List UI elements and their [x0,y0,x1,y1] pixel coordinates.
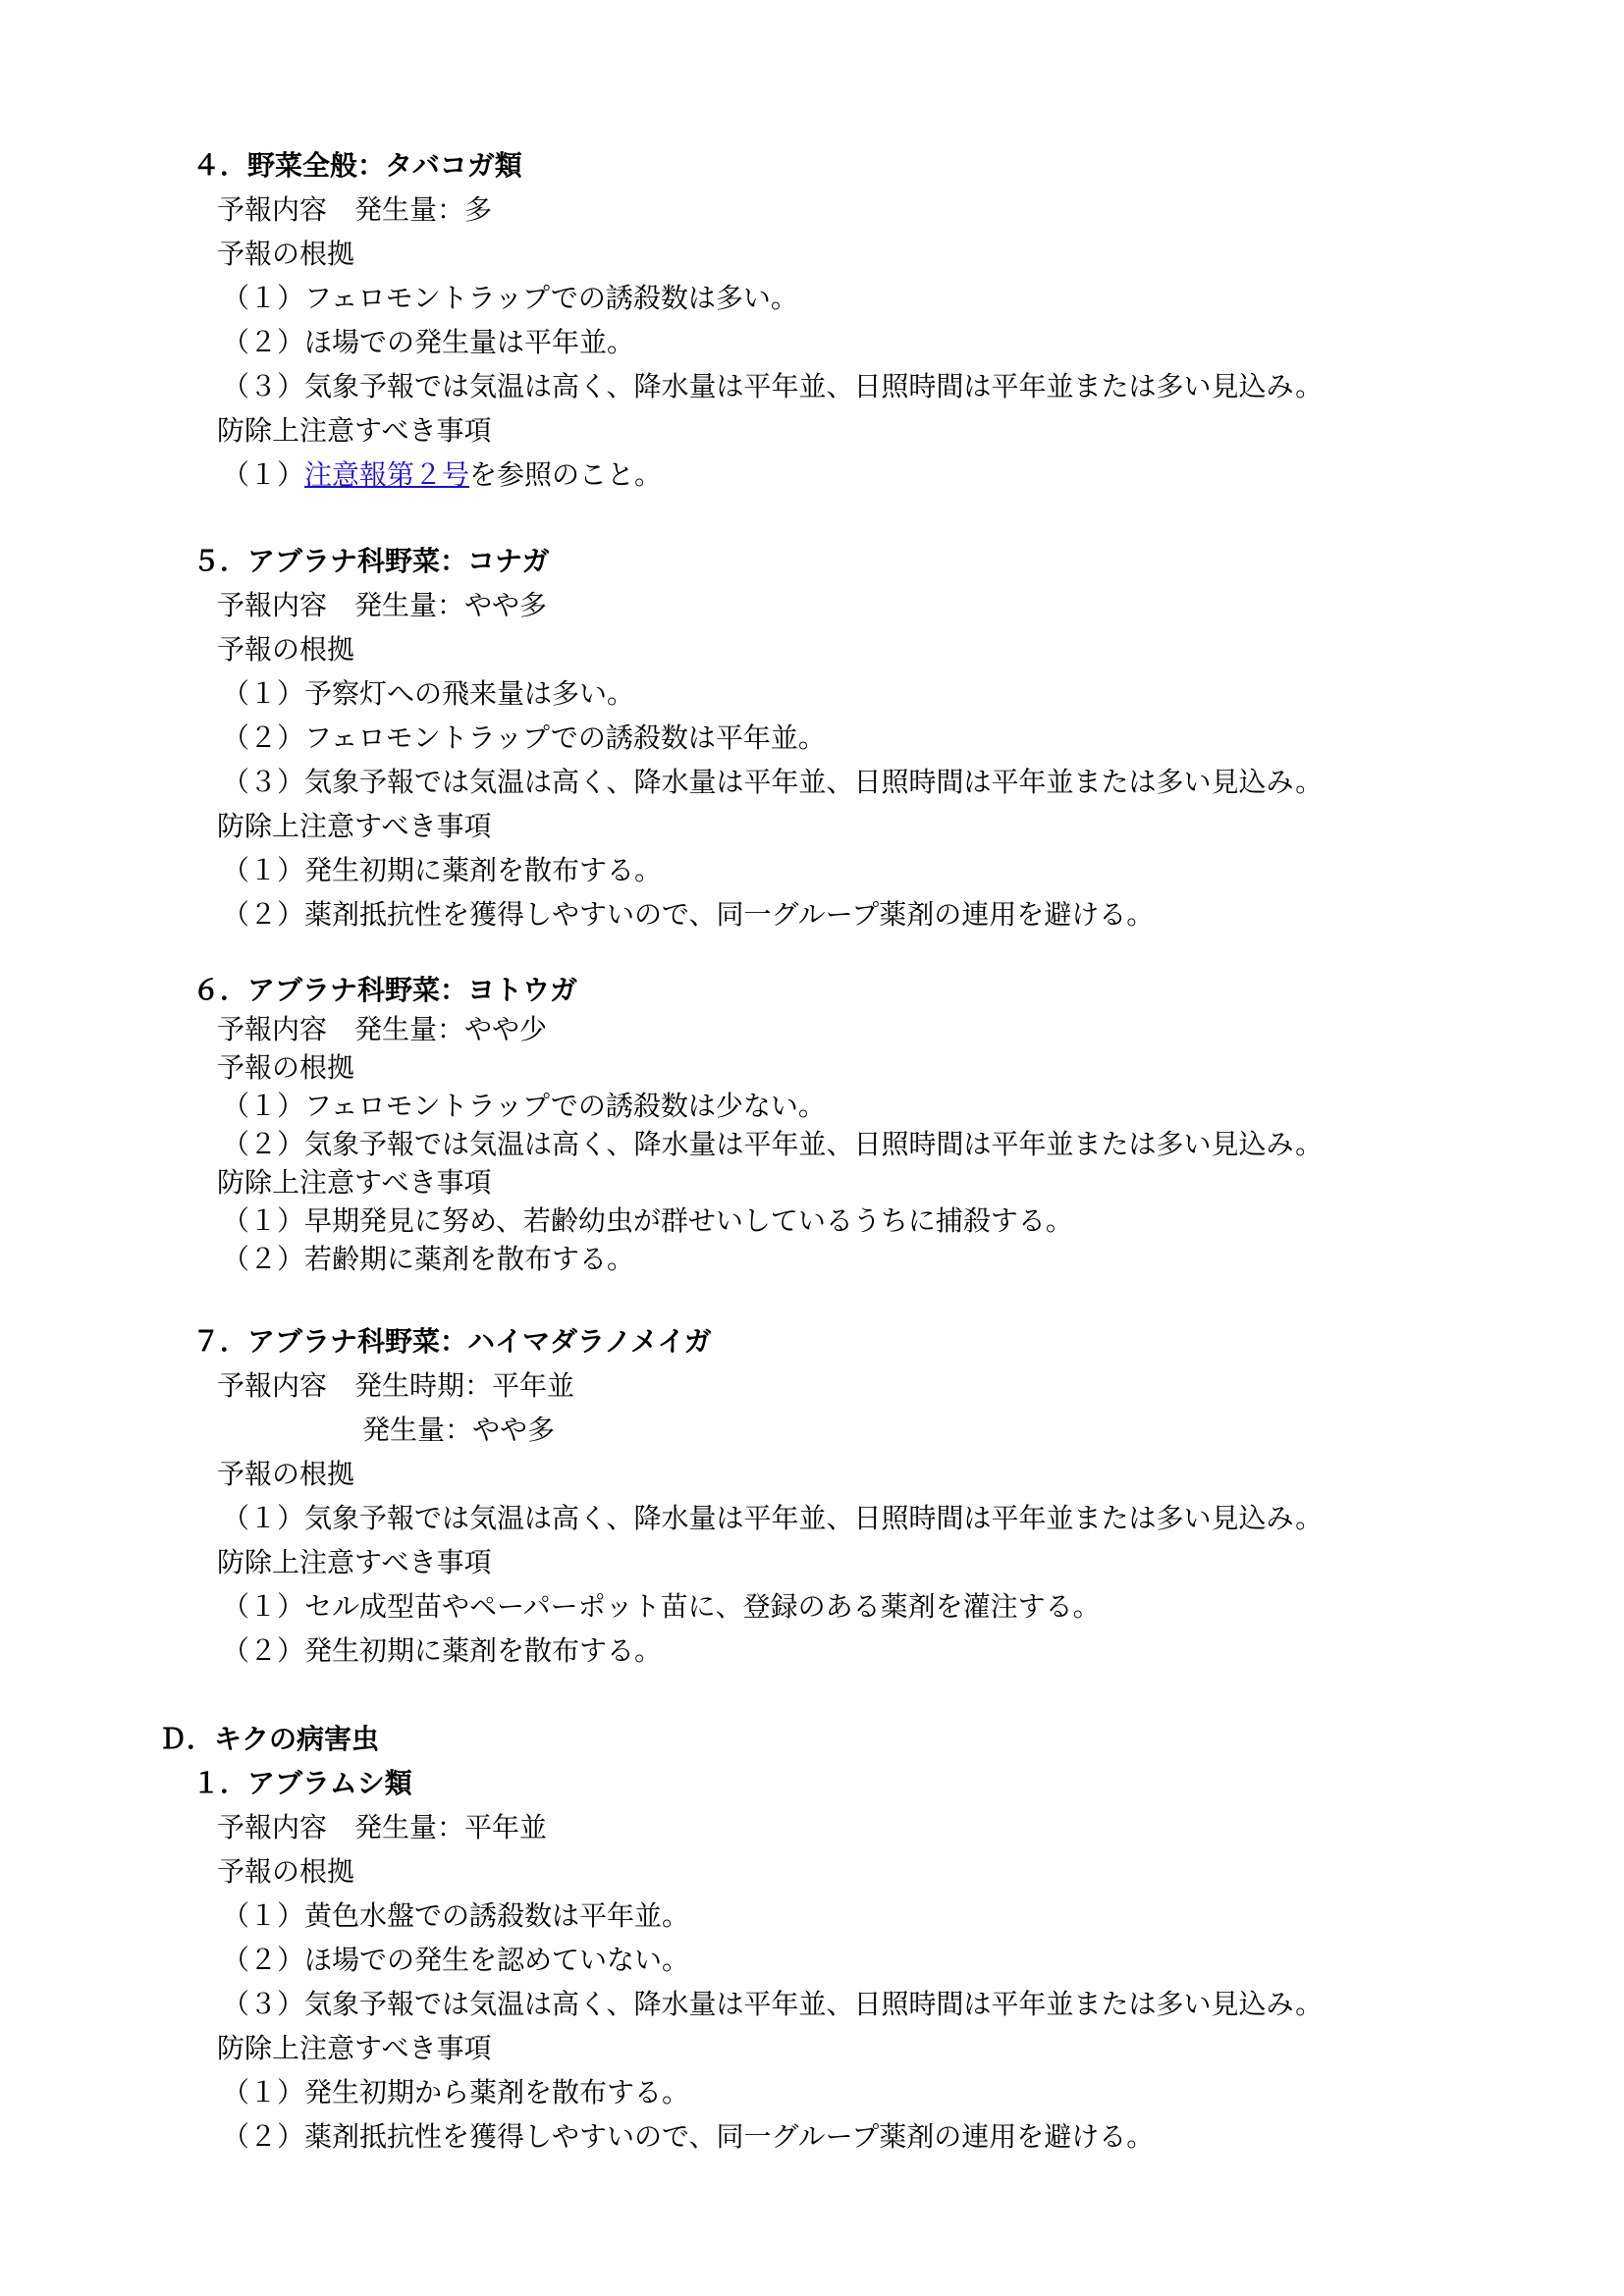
section-6-forecast: 予報内容 発生量：やや少 [217,1013,548,1045]
section-5-title: ５．アブラナ科野菜：コナガ [192,545,550,577]
section-5-basis-3: （３）気象予報では気温は高く、降水量は平年並、日照時間は平年並または多い見込み。 [222,766,1324,798]
section-6-basis-label: 予報の根拠 [217,1051,355,1084]
section-4-basis-3: （３）気象予報では気温は高く、降水量は平年並、日照時間は平年並または多い見込み。 [222,370,1324,402]
section-d1-basis-3: （３）気象予報では気温は高く、降水量は平年並、日照時間は平年並または多い見込み。 [222,1988,1324,2020]
section-7-forecast: 予報内容 発生時期：平年並 [217,1369,575,1402]
section-6-measure-2: （２）若齢期に薬剤を散布する。 [222,1243,635,1275]
section-6-basis-1: （１）フェロモントラップでの誘殺数は少ない。 [222,1090,826,1122]
section-d1-measures-label: 防除上注意すべき事項 [217,2032,492,2064]
section-7-measure-2: （２）発生初期に薬剤を散布する。 [222,1634,663,1667]
section-d1-forecast: 予報内容 発生量：平年並 [217,1811,548,1843]
section-5-measure-1: （１）発生初期に薬剤を散布する。 [222,854,663,886]
section-5-basis-1: （１）予察灯への飛来量は多い。 [222,677,635,710]
section-7-title: ７．アブラナ科野菜：ハイマダラノメイガ [192,1325,712,1358]
section-6-measure-1: （１）早期発見に努め、若齢幼虫が群せいしているうちに捕殺する。 [222,1204,1073,1237]
measure-suffix: を参照のこと。 [469,458,663,491]
section-7-forecast-amount: 発生量：やや多 [362,1414,556,1446]
section-d1-measure-1: （１）発生初期から薬剤を散布する。 [222,2076,690,2109]
section-4-basis-label: 予報の根拠 [217,238,355,270]
section-7-measures-label: 防除上注意すべき事項 [217,1546,492,1578]
section-5-basis-2: （２）フェロモントラップでの誘殺数は平年並。 [222,721,826,754]
section-7-basis-1: （１）気象予報では気温は高く、降水量は平年並、日照時間は平年並または多い見込み。 [222,1502,1324,1534]
section-d1-title: １．アブラムシ類 [192,1767,412,1799]
measure-prefix: （１） [222,458,305,491]
section-5-measure-2: （２）薬剤抵抗性を獲得しやすいので、同一グループ薬剤の連用を避ける。 [222,898,1155,931]
section-4-title: ４．野菜全般：タバコガ類 [192,149,522,182]
section-5-measures-label: 防除上注意すべき事項 [217,810,492,842]
section-7-measure-1: （１）セル成型苗やペーパーポット苗に、登録のある薬剤を灌注する。 [222,1590,1101,1623]
section-4-forecast: 予報内容 発生量：多 [217,193,493,226]
section-6-basis-2: （２）気象予報では気温は高く、降水量は平年並、日照時間は平年並または多い見込み。 [222,1128,1324,1160]
section-4-basis-2: （２）ほ場での発生量は平年並。 [222,326,635,358]
warning-report-link[interactable]: 注意報第２号 [304,458,470,491]
section-4-basis-1: （１）フェロモントラップでの誘殺数は多い。 [222,282,798,314]
section-d1-basis-label: 予報の根拠 [217,1855,355,1888]
section-4-measure-1 [222,458,662,492]
section-5-forecast: 予報内容 発生量：やや多 [217,589,548,621]
section-6-measures-label: 防除上注意すべき事項 [217,1166,492,1199]
section-d1-measure-2: （２）薬剤抵抗性を獲得しやすいので、同一グループ薬剤の連用を避ける。 [222,2120,1155,2153]
section-7-basis-label: 予報の根拠 [217,1458,355,1490]
section-5-basis-label: 予報の根拠 [217,633,355,666]
section-6-title: ６．アブラナ科野菜：ヨトウガ [192,974,578,1006]
section-d1-basis-1: （１）黄色水盤での誘殺数は平年並。 [222,1899,690,1932]
section-d-title: Ｄ．キクの病害虫 [159,1723,380,1755]
section-d1-basis-2: （２）ほ場での発生を認めていない。 [222,1944,690,1976]
section-4-measures-label: 防除上注意すべき事項 [217,414,492,447]
